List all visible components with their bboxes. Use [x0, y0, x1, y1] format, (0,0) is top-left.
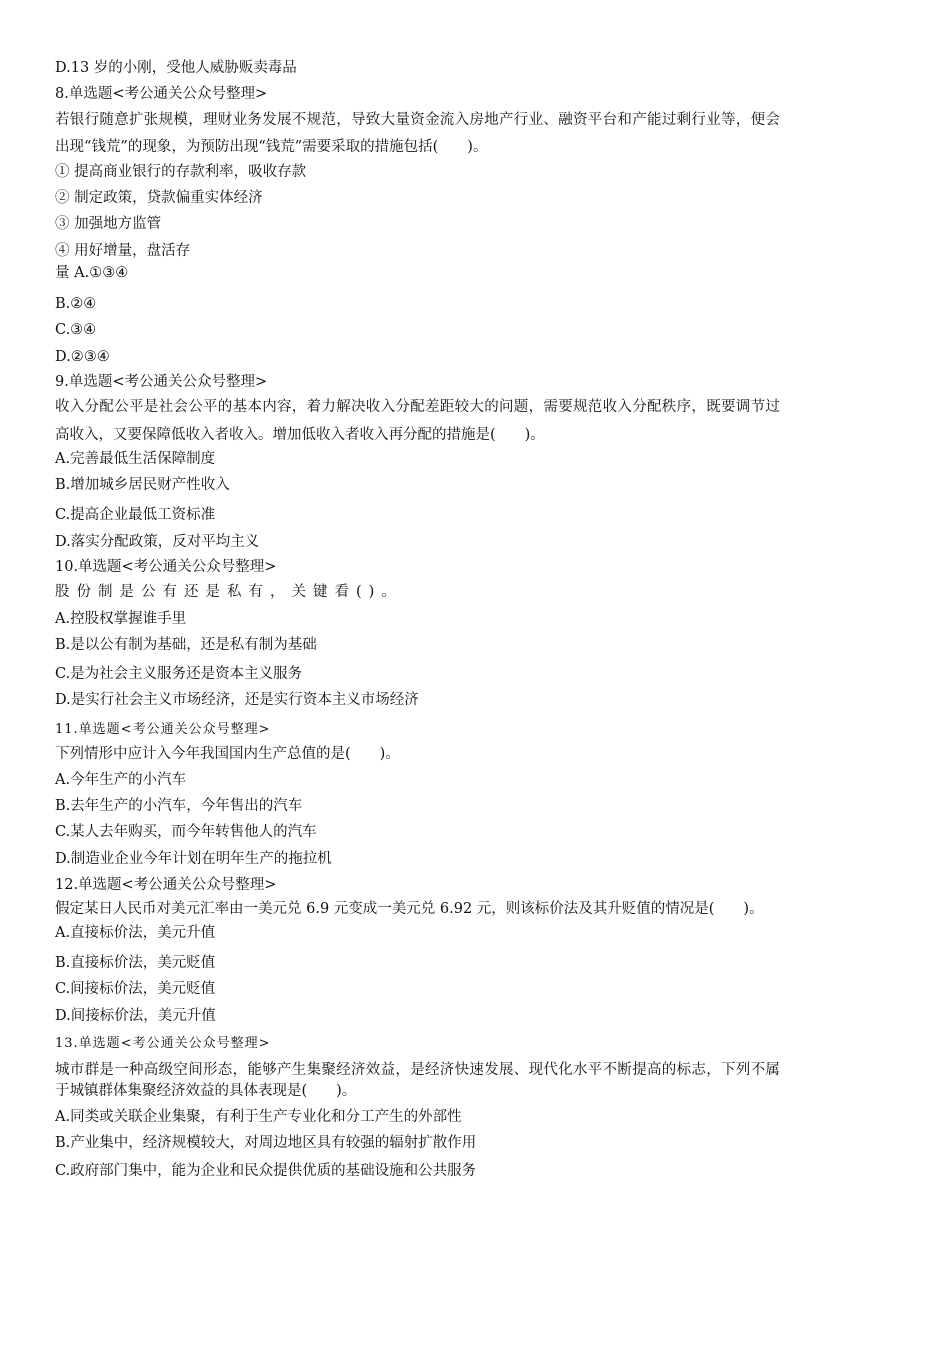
option-line: C.政府部门集中，能为企业和民众提供优质的基础设施和公共服务	[55, 1163, 477, 1179]
option-line: A.直接标价法，美元升值	[55, 925, 216, 941]
question-stem: 于城镇群体集聚经济效益的具体表现是( )。	[55, 1083, 357, 1099]
option-line: D.13 岁的小刚，受他人威胁贩卖毒品	[55, 60, 297, 76]
option-line: C.某人去年购买，而今年转售他人的汽车	[55, 824, 317, 840]
option-line: C.③④	[55, 322, 97, 338]
question-header: 10.单选题<考公通关公众号整理>	[55, 559, 277, 575]
option-line: B.②④	[55, 296, 97, 312]
option-line: A.完善最低生活保障制度	[55, 451, 216, 467]
question-stem: 股份制是公有还是私有，关键看()。	[55, 584, 403, 600]
option-line: A.同类或关联企业集聚，有利于生产专业化和分工产生的外部性	[55, 1109, 462, 1125]
option-line: C.是为社会主义服务还是资本主义服务	[55, 666, 303, 682]
option-line: D.是实行社会主义市场经济，还是实行资本主义市场经济	[55, 692, 419, 708]
option-line: D.间接标价法，美元升值	[55, 1008, 216, 1024]
option-line: C.提高企业最低工资标准	[55, 507, 216, 523]
option-line: D.②③④	[55, 349, 110, 365]
option-line: D.制造业企业今年计划在明年生产的拖拉机	[55, 851, 332, 867]
question-stem: 城市群是一种高级空间形态，能够产生集聚经济效益，是经济快速发展、现代化水平不断提高的标志，下列不属	[55, 1062, 781, 1078]
question-stem: 收入分配公平是社会公平的基本内容，着力解决收入分配差距较大的问题，需要规范收入分配秩序，既要调节过	[55, 399, 781, 415]
option-line: C.间接标价法，美元贬值	[55, 981, 216, 997]
question-header: 8.单选题<考公通关公众号整理>	[55, 86, 268, 102]
option-line: 量 A.①③④	[55, 265, 129, 281]
statement-line: ② 制定政策，贷款偏重实体经济	[55, 190, 263, 206]
question-header: 13.单选题<考公通关公众号整理>	[55, 1036, 271, 1051]
option-line: A.今年生产的小汽车	[55, 772, 187, 788]
option-line: A.控股权掌握谁手里	[55, 611, 187, 627]
option-line: B.去年生产的小汽车，今年售出的汽车	[55, 798, 303, 814]
statement-line: ① 提高商业银行的存款利率，吸收存款	[55, 164, 307, 180]
question-stem: 若银行随意扩张规模，理财业务发展不规范，导致大量资金流入房地产行业、融资平台和产能过剩行业等，便会	[55, 112, 781, 128]
question-stem: 假定某日人民币对美元汇率由一美元兑 6.9 元变成一美元兑 6.92 元，则该标价法及其升贬值的情况是( )。	[55, 901, 764, 917]
option-line: B.增加城乡居民财产性收入	[55, 477, 230, 493]
question-header: 12.单选题<考公通关公众号整理>	[55, 877, 277, 893]
question-stem: 高收入，又要保障低收入者收入。增加低收入者收入再分配的措施是( )。	[55, 427, 545, 443]
question-header: 11.单选题<考公通关公众号整理>	[55, 722, 271, 737]
statement-line: ③ 加强地方监管	[55, 216, 162, 232]
option-line: D.落实分配政策，反对平均主义	[55, 534, 260, 550]
question-stem: 下列情形中应计入今年我国国内生产总值的是( )。	[55, 746, 400, 762]
statement-line: ④ 用好增量，盘活存	[55, 243, 191, 259]
question-stem: 出现“钱荒”的现象，为预防出现“钱荒”需要采取的措施包括( )。	[55, 139, 488, 155]
option-line: B.产业集中，经济规模较大，对周边地区具有较强的辐射扩散作用	[55, 1135, 477, 1151]
option-line: B.直接标价法，美元贬值	[55, 955, 216, 971]
question-header: 9.单选题<考公通关公众号整理>	[55, 374, 268, 390]
option-line: B.是以公有制为基础，还是私有制为基础	[55, 637, 317, 653]
